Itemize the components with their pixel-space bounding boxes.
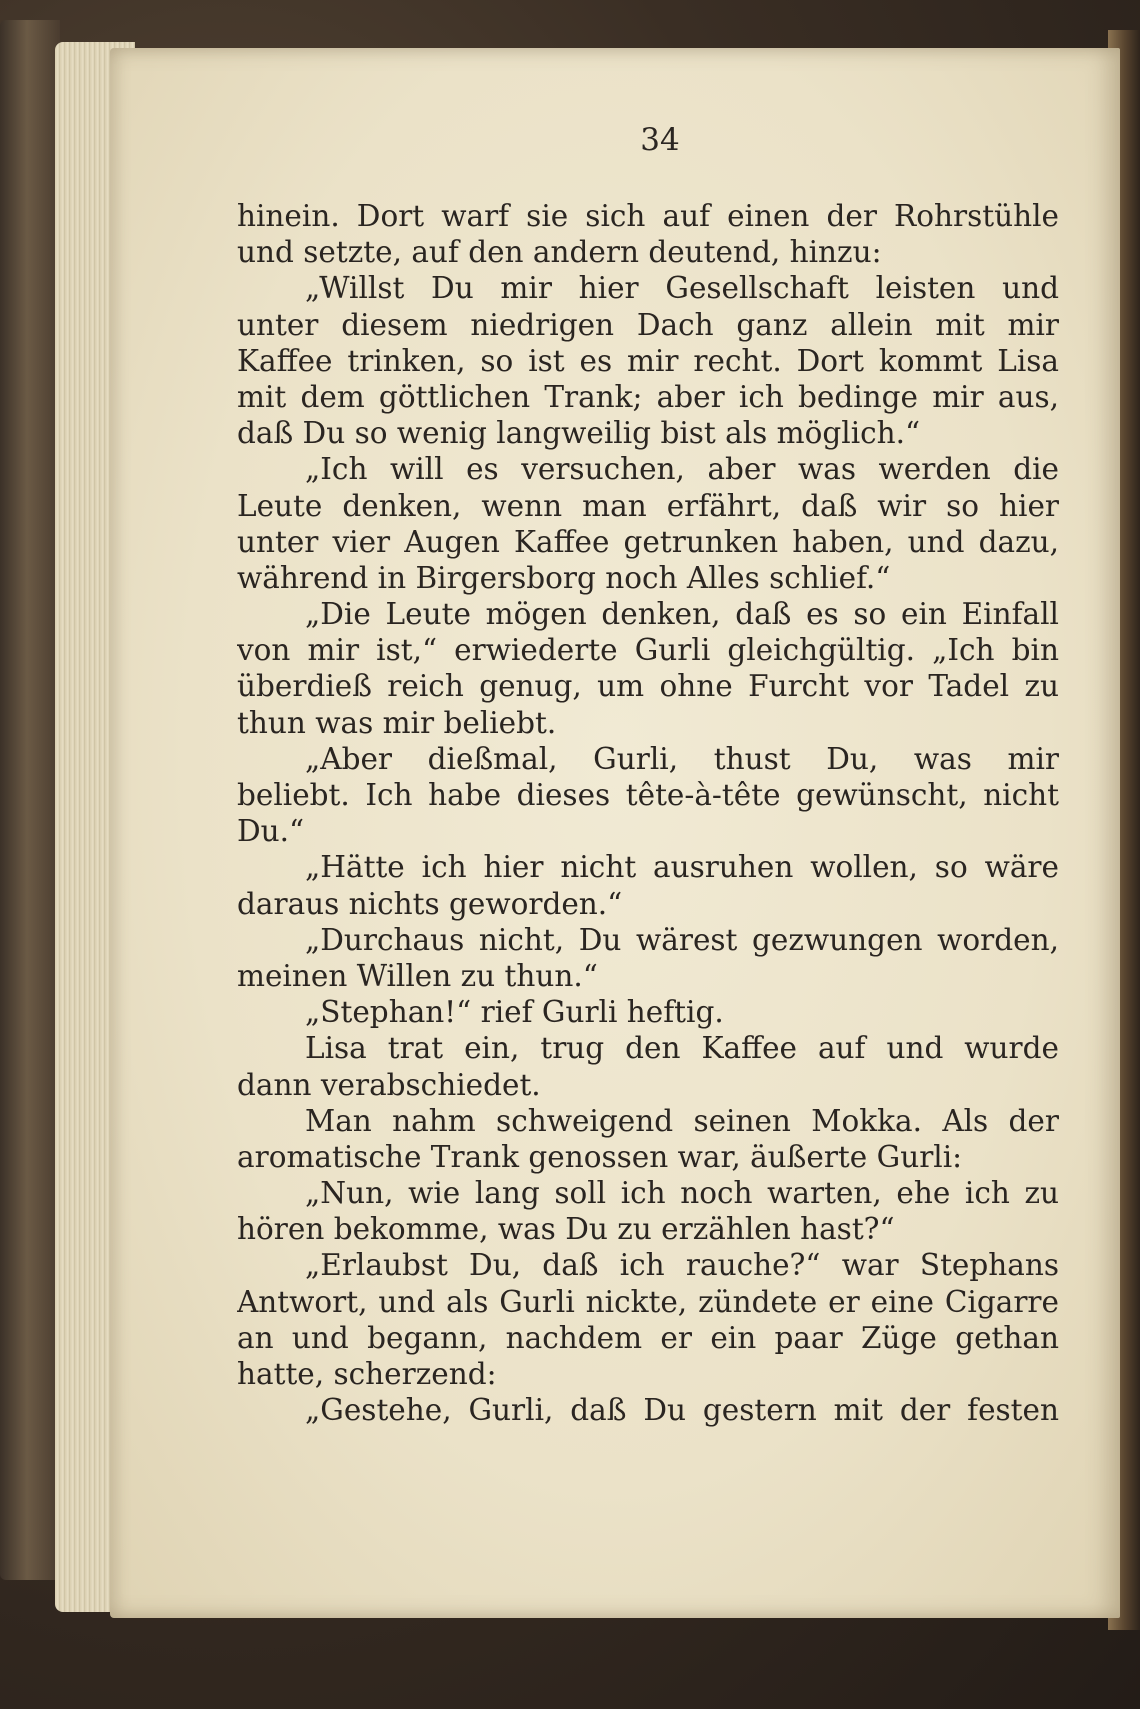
text-line: hören bekomme, was Du zu erzählen hast?“ [237,1212,895,1247]
text-line: „Aber dießmal, Gurli, thust Du, was mir [305,741,1059,776]
text-line: daß Du so wenig langweilig bist als möglich.“ [237,416,921,451]
text-line: „Erlaubst Du, daß ich rauche?“ war Stephans [305,1248,1059,1283]
text-line: mit dem göttlichen Trank; aber ich bedinge mir aus, [237,379,1059,414]
text-line: beliebt. Ich habe dieses tête-à-tête gewünscht, nicht [237,778,1059,812]
text-line: unter diesem niedrigen Dach ganz allein mit mir [237,307,1059,342]
text-line: Man nahm schweigend seinen Mokka. Als der [305,1103,1059,1138]
text-line: aromatische Trank genossen war, äußerte Gurli: [237,1139,963,1174]
text-line: von mir ist,“ erwiederte Gurli gleichgültig. „Ich bin [237,633,1059,668]
text-line: Kaffee trinken, so ist es mir recht. Dort kommt Lisa [237,343,1059,378]
page-number: 34 [640,122,680,158]
text-line: hatte, scherzend: [237,1357,497,1391]
text-line: dann verabschiedet. [237,1067,541,1102]
text-line: „Ich will es versuchen, aber was werden die [305,452,1059,487]
text-line: „Die Leute mögen denken, daß es so ein Einfall [305,597,1059,632]
text-line: überdieß reich genug, um ohne Furcht vor Tadel zu [237,669,1059,704]
text-line: „Durchaus nicht, Du wärest gezwungen worden, [305,922,1059,957]
text-line: „Hätte ich hier nicht ausruhen wollen, so wäre [305,850,1059,885]
text-line: unter vier Augen Kaffee getrunken haben, und dazu, [237,524,1059,559]
text-line: während in Birgersborg noch Alles schlief.“ [237,560,891,595]
book-binding [0,20,60,1580]
page-text [237,198,1059,1428]
text-line: daraus nichts geworden.“ [237,886,623,921]
text-line: thun was mir beliebt. [237,705,557,740]
text-line: „Stephan!“ rief Gurli heftig. [305,995,724,1030]
text-line: Du.“ [237,814,305,849]
text-line: an und begann, nachdem er ein paar Züge gethan [237,1320,1059,1355]
text-line: „Willst Du mir hier Gesellschaft leisten und [305,271,1059,306]
text-line: Antwort, und als Gurli nickte, zündete er eine Cigarre [237,1284,1059,1319]
text-line: „Nun, wie lang soll ich noch warten, ehe ich zu [305,1176,1059,1211]
text-line: hinein. Dort warf sie sich auf einen der Rohrstühle [237,199,1059,233]
text-line: und setzte, auf den andern deutend, hinzu: [237,235,882,270]
text-line: „Gestehe, Gurli, daß Du gestern mit der festen [305,1393,1059,1428]
text-line: meinen Willen zu thun.“ [237,958,598,993]
text-line: Leute denken, wenn man erfährt, daß wir so hier [237,488,1059,523]
text-line: Lisa trat ein, trug den Kaffee auf und wurde [305,1031,1059,1066]
